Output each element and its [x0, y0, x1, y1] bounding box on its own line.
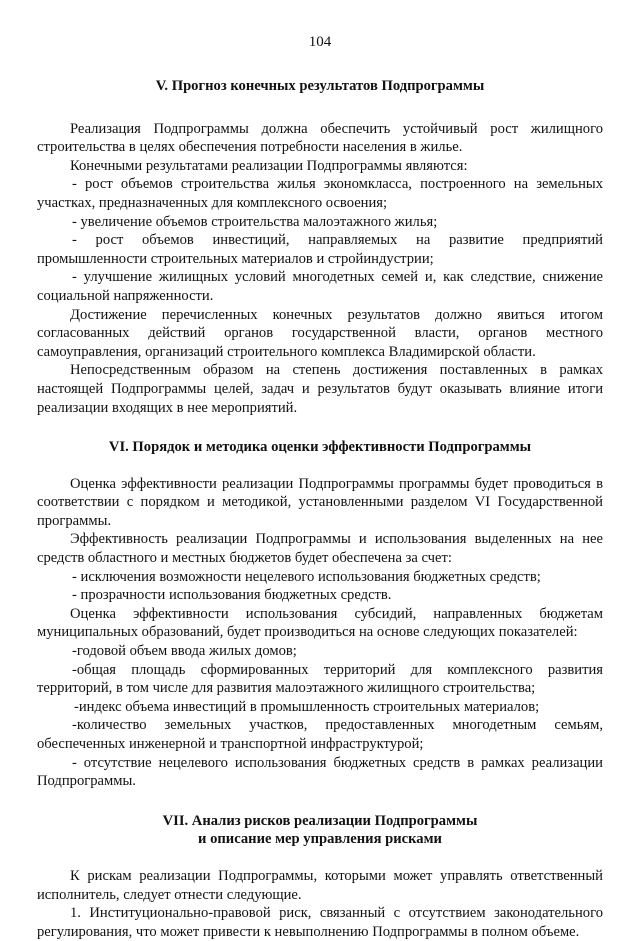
document-page: [37, 0, 603, 941]
section-6-evaluation: Оценка эффективности реализации Подпрограммы программы будет проводиться в соответствии с порядком и методикой, установленными разделом VI Государственной программы.: [37, 475, 603, 529]
page-number: 104: [308, 34, 332, 50]
section-6-indicator-3: -индекс объема инвестиций в промышленность строительных материалов;: [74, 698, 540, 715]
section-6-efficiency-item-1: - исключения возможности нецелевого использования бюджетных средств;: [72, 568, 541, 585]
section-5-item-3: - рост объемов инвестиций, направляемых на развитие предприятий промышленности строительных материалов и стройиндустрии;: [37, 232, 603, 267]
section-6-indicator-4: -количество земельных участков, предоставленных многодетным семьям, обеспеченных инженерной и транспортной инфраструктурой;: [37, 717, 603, 752]
section-6-efficiency-item-2: - прозрачности использования бюджетных средств.: [72, 587, 392, 604]
section-5-intro: Реализация Подпрограммы должна обеспечить устойчивый рост жилищного строительства в целях обеспечения потребности населения в жилье.: [37, 120, 603, 156]
section-6-indicator-2: -общая площадь сформированных территорий для комплексного развития территорий, в том числе для развития малоэтажного жилищного строительства;: [37, 661, 603, 697]
section-6-indicator-1: -годовой объем ввода жилых домов;: [72, 643, 297, 660]
section-5-item-1: - рост объемов строительства жилья экономкласса, построенного на земельных участках, предназначенных для комплексного освоения;: [37, 176, 603, 211]
section-5-achievement: Достижение перечисленных конечных результатов должно явиться итогом согласованных действий органов государственной власти, органов местного самоуправления, организаций строительного комплекса Владимирской области.: [37, 306, 603, 360]
section-6-indicator-5: - отсутствие нецелевого использования бюджетных средств в рамках реализации Подпрограммы.: [37, 754, 603, 790]
section-5-item-2: - увеличение объемов строительства малоэтажного жилья;: [72, 213, 438, 230]
section-5-title: V. Прогноз конечных результатов Подпрограммы: [155, 78, 485, 94]
section-5-item-4: - улучшение жилищных условий многодетных семей и, как следствие, снижение социальной напряженности.: [37, 269, 603, 304]
section-5-results-lead: Конечными результатами реализации Подпрограммы являются:: [70, 157, 468, 174]
section-5-direct-influence: Непосредственным образом на степень достижения поставленных в рамках настоящей Подпрограммы целей, задач и результатов будут оказывать влияние итоги реализации входящих в нее мероприятий.: [37, 362, 603, 416]
section-6-title: VI. Порядок и методика оценки эффективности Подпрограммы: [108, 439, 532, 456]
section-7-risk-1: 1. Институционально-правовой риск, связанный с отсутствием законодательного регулирования, что может привести к невыполнению Подпрограммы в полном объеме.: [37, 905, 603, 940]
section-6-subsidies: Оценка эффективности использования субсидий, направленных бюджетам муниципальных образований, будет производиться на основе следующих показателей:: [37, 605, 603, 641]
section-7-title-line-1: VII. Анализ рисков реализации Подпрограммы: [162, 812, 478, 829]
section-6-efficiency: Эффективность реализации Подпрограммы и использования выделенных на нее средств областного и местных бюджетов будет обеспечена за счет:: [37, 531, 603, 567]
section-7-risks: К рискам реализации Подпрограммы, которыми может управлять ответственный исполнитель, следует отнести следующие.: [37, 867, 603, 903]
section-7-title-line-2: и описание мер управления рисками: [198, 831, 442, 848]
